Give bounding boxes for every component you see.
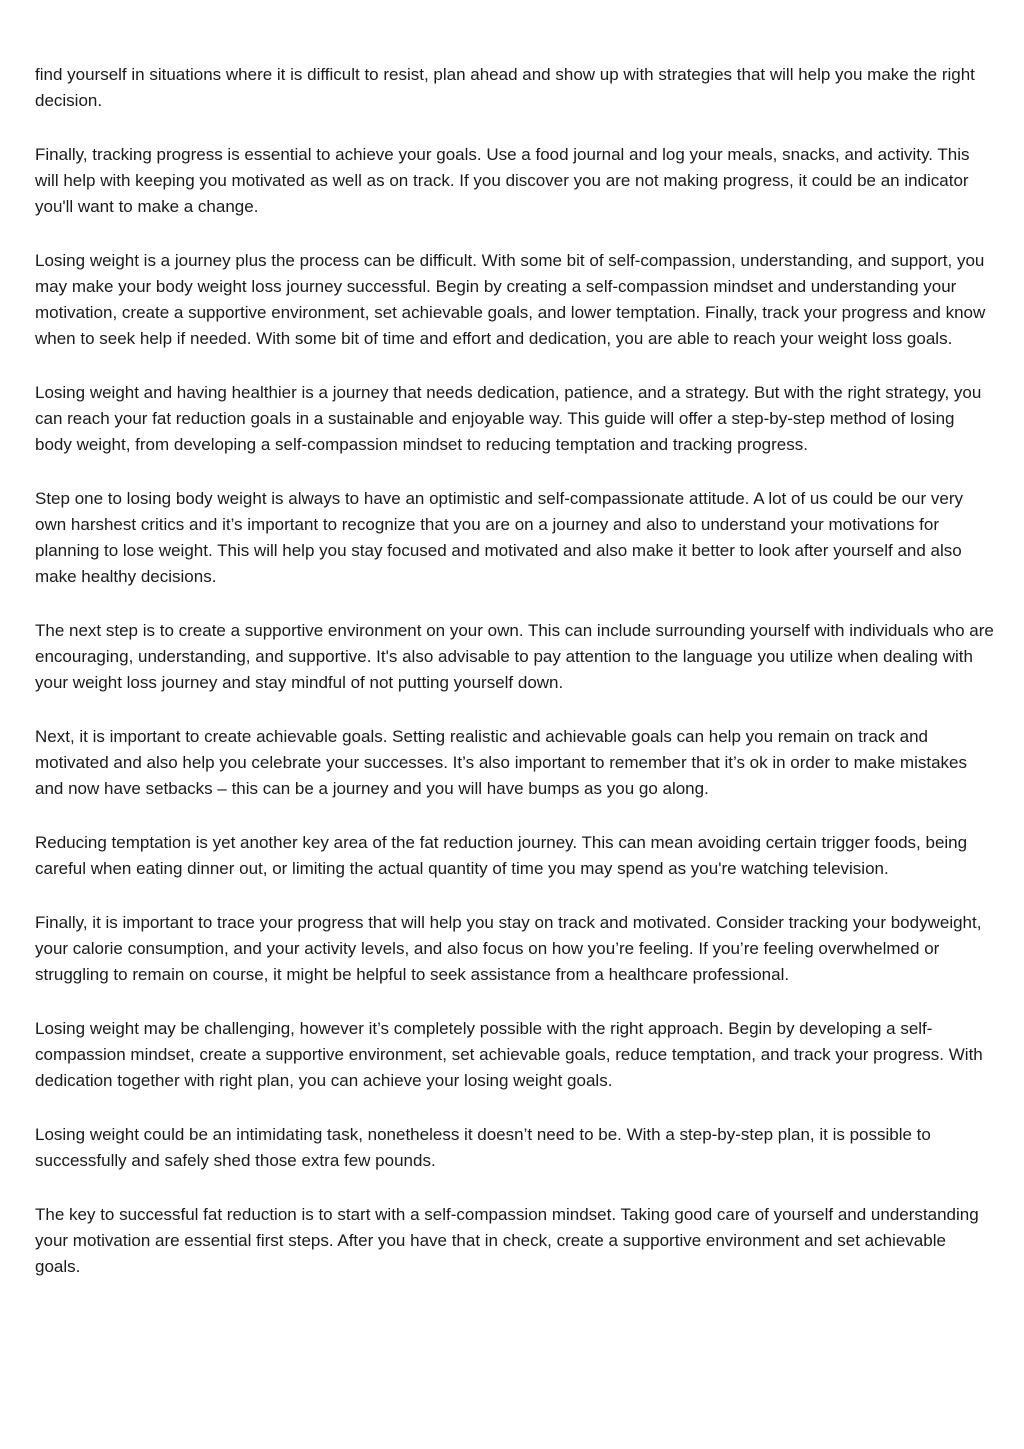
paragraph-12: The key to successful fat reduction is to start with a self-compassion mindset. Taking good care of yourself and understanding your motivation are essential first steps. After you have that in check, create a supportive environment and set achievable goals. xyxy=(35,1205,979,1276)
paragraph-10: Losing weight may be challenging, however it’s completely possible with the right approach. Begin by developing a self-compassion mindset, create a supportive environment, set achievable goals, reduce temptation, and track your progress. With dedication together with right plan, you can achieve your losing weight goals. xyxy=(35,1019,983,1090)
paragraph-1: find yourself in situations where it is difficult to resist, plan ahead and show up with strategies that will help you make the right decision. xyxy=(35,65,975,110)
paragraph-5: Step one to losing body weight is always to have an optimistic and self-compassionate attitude. A lot of us could be our very own harshest critics and it’s important to recognize that you are on a journey and also to understand your motivations for planning to lose weight. This will help you stay focused and motivated and also make it better to look after yourself and also make healthy decisions. xyxy=(35,489,963,586)
paragraph-4: Losing weight and having healthier is a journey that needs dedication, patience, and a strategy. But with the right strategy, you can reach your fat reduction goals in a sustainable and enjoyable way. This guide will offer a step-by-step method of losing body weight, from developing a self-compassion mindset to reducing temptation and tracking progress. xyxy=(35,383,982,454)
paragraph-8: Reducing temptation is yet another key area of the fat reduction journey. This can mean avoiding certain trigger foods, being careful when eating dinner out, or limiting the actual quantity of time you may spend as you're watching television. xyxy=(35,833,968,878)
paragraph-11: Losing weight could be an intimidating task, nonetheless it doesn’t need to be. With a step-by-step plan, it is possible to successfully and safely shed those extra few pounds. xyxy=(35,1125,931,1170)
paragraph-7: Next, it is important to create achievable goals. Setting realistic and achievable goals can help you remain on track and motivated and also help you celebrate your successes. It’s also important to remember that it’s ok in order to make mistakes and now have setbacks – this can be a journey and you will have bumps as you go along. xyxy=(35,727,967,798)
document-body xyxy=(35,62,995,1308)
paragraph-2: Finally, tracking progress is essential to achieve your goals. Use a food journal and log your meals, snacks, and activity. This will help with keeping you motivated as well as on track. If you discover you are not making progress, it could be an indicator you'll want to make a change. xyxy=(35,145,970,216)
paragraph-9: Finally, it is important to trace your progress that will help you stay on track and motivated. Consider tracking your bodyweight, your calorie consumption, and your activity levels, and also focus on how you’re feeling. If you’re feeling overwhelmed or struggling to remain on course, it might be helpful to seek assistance from a healthcare professional. xyxy=(35,913,982,984)
paragraph-3: Losing weight is a journey plus the process can be difficult. With some bit of self-compassion, understanding, and support, you may make your body weight loss journey successful. Begin by creating a self-compassion mindset and understanding your motivation, create a supportive environment, set achievable goals, and lower temptation. Finally, track your progress and know when to seek help if needed. With some bit of time and effort and dedication, you are able to reach your weight loss goals. xyxy=(35,251,986,348)
paragraph-6: The next step is to create a supportive environment on your own. This can include surrounding yourself with individuals who are encouraging, understanding, and supportive. It's also advisable to pay attention to the language you utilize when dealing with your weight loss journey and stay mindful of not putting yourself down. xyxy=(35,621,994,692)
